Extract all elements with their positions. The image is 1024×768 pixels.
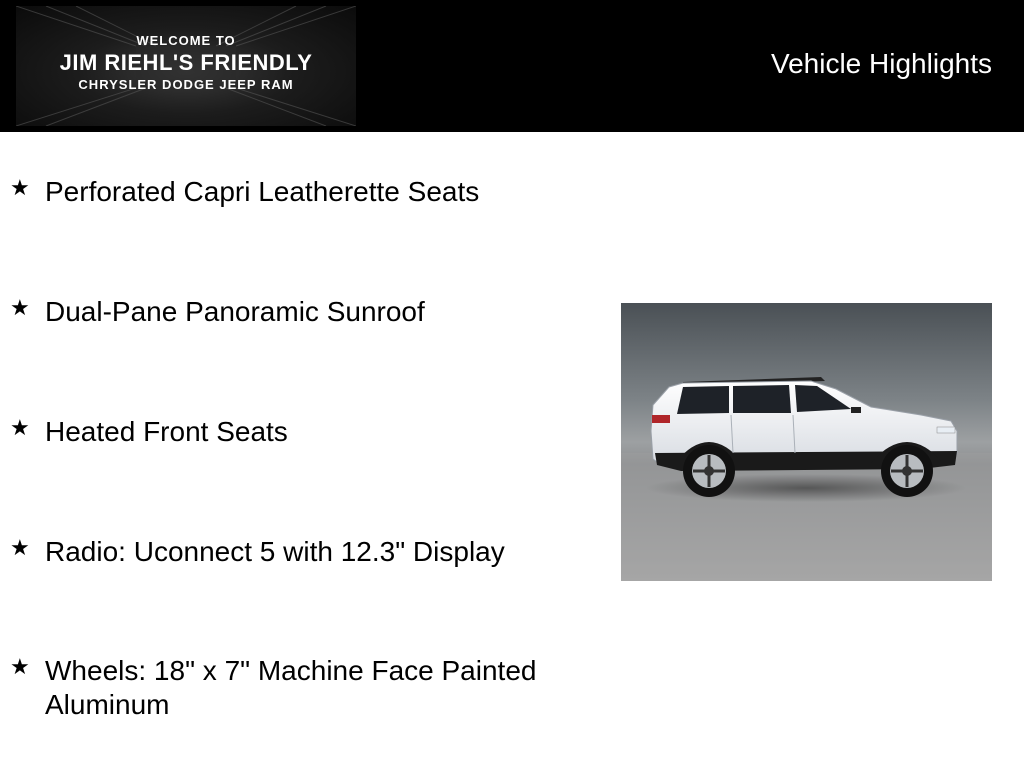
highlight-text: Radio: Uconnect 5 with 12.3" Display [45,536,505,567]
highlight-text: Dual-Pane Panoramic Sunroof [45,296,425,327]
logo-welcome: WELCOME TO [136,33,236,48]
star-icon: ★ [10,655,30,680]
highlight-text: Wheels: 18" x 7" Machine Face Painted Aluminum [45,655,537,720]
page-title: Vehicle Highlights [770,48,992,79]
vehicle-photo [621,303,992,581]
dealer-logo [16,6,356,126]
star-icon: ★ [10,176,30,201]
suv-side-view-icon [621,303,992,581]
star-icon: ★ [10,536,30,561]
logo-text [16,6,356,126]
logo-dealer-name: JIM RIEHL'S FRIENDLY [59,50,313,75]
star-icon: ★ [10,296,30,321]
logo-brands: CHRYSLER DODGE JEEP RAM [78,77,294,92]
highlight-text: Heated Front Seats [45,416,288,447]
star-icon: ★ [10,416,30,441]
highlight-text: Perforated Capri Leatherette Seats [45,176,480,207]
header-bar [0,0,1024,132]
